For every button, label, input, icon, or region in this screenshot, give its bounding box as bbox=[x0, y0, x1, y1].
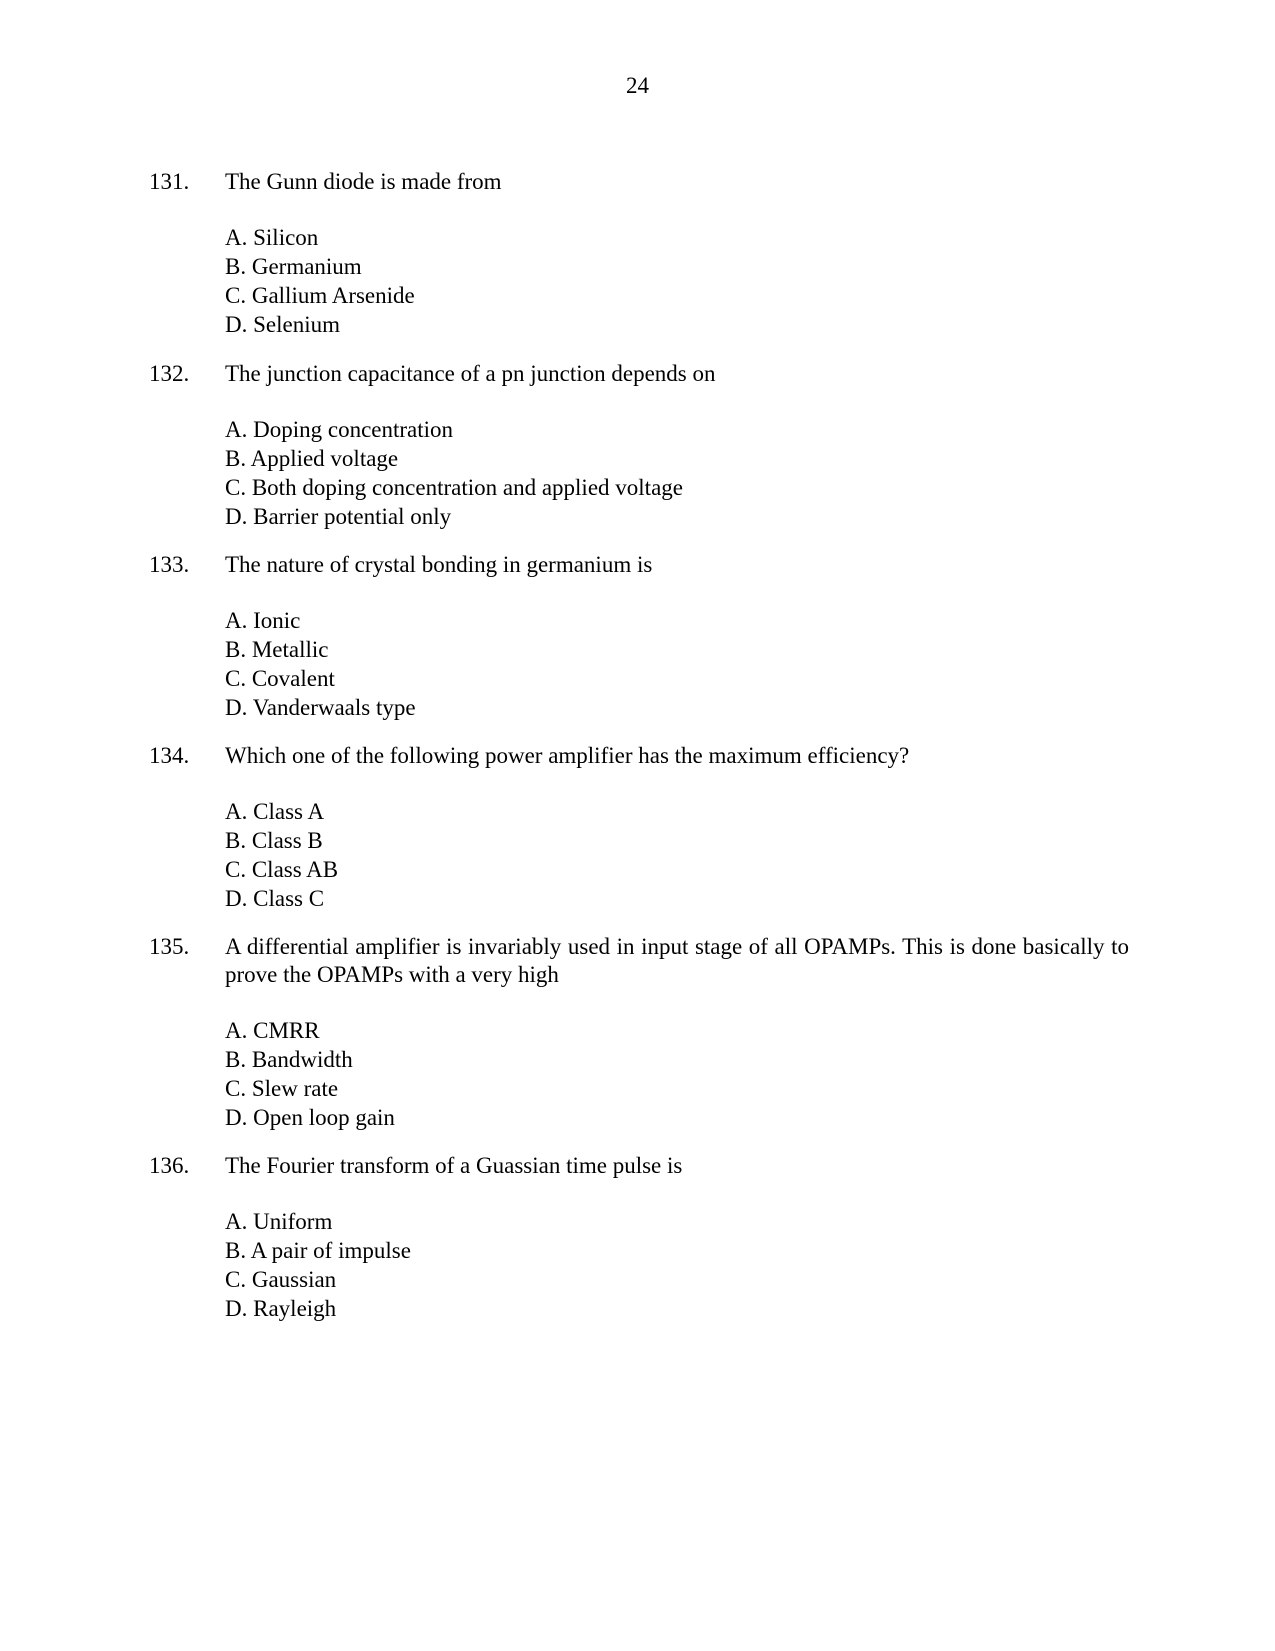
option-letter: A. bbox=[225, 799, 248, 824]
option-text: Uniform bbox=[253, 1209, 333, 1234]
option-a bbox=[225, 415, 1129, 444]
option-letter: B. bbox=[225, 446, 247, 471]
option-text: Ionic bbox=[253, 608, 301, 633]
question-text: The nature of crystal bonding in germanium is bbox=[225, 552, 653, 577]
question-text: A differential amplifier is invariably used in input stage of all OPAMPs. This is done basically to prove the OPAMPs with a very high bbox=[225, 934, 1129, 987]
question-133 bbox=[149, 551, 1129, 722]
question-131 bbox=[149, 168, 1129, 339]
option-text: Class A bbox=[253, 799, 325, 824]
question-text: The junction capacitance of a pn junction depends on bbox=[225, 361, 716, 386]
option-a bbox=[225, 1016, 1129, 1045]
option-letter: D. bbox=[225, 504, 248, 529]
option-a bbox=[225, 797, 1129, 826]
option-text: Class AB bbox=[251, 857, 339, 882]
option-text: Bandwidth bbox=[251, 1047, 353, 1072]
option-a bbox=[225, 606, 1129, 635]
question-text: Which one of the following power amplifier has the maximum efficiency? bbox=[225, 743, 910, 768]
option-b bbox=[225, 1045, 1129, 1074]
option-letter: B. bbox=[225, 828, 247, 853]
question-number: 136. bbox=[149, 1153, 190, 1178]
question-134 bbox=[149, 742, 1129, 913]
option-letter: C. bbox=[225, 857, 247, 882]
question-header bbox=[149, 933, 1129, 989]
option-letter: C. bbox=[225, 283, 247, 308]
option-text: A pair of impulse bbox=[250, 1238, 411, 1263]
option-a bbox=[225, 1207, 1129, 1236]
option-text: Rayleigh bbox=[253, 1296, 337, 1321]
option-text: Gaussian bbox=[251, 1267, 337, 1292]
question-text: The Fourier transform of a Guassian time pulse is bbox=[225, 1153, 683, 1178]
option-letter: D. bbox=[225, 695, 248, 720]
option-text: Open loop gain bbox=[253, 1105, 395, 1130]
option-letter: B. bbox=[225, 1238, 247, 1263]
option-c bbox=[225, 281, 1129, 310]
option-text: Class C bbox=[253, 886, 325, 911]
option-text: Gallium Arsenide bbox=[251, 283, 415, 308]
option-b bbox=[225, 252, 1129, 281]
question-text: The Gunn diode is made from bbox=[225, 169, 502, 194]
option-d bbox=[225, 693, 1129, 722]
option-letter: C. bbox=[225, 1076, 247, 1101]
option-text: Applied voltage bbox=[250, 446, 399, 471]
question-number: 135. bbox=[149, 934, 190, 959]
option-list bbox=[225, 1016, 1129, 1132]
option-letter: A. bbox=[225, 1018, 248, 1043]
option-letter: C. bbox=[225, 475, 247, 500]
option-list bbox=[225, 606, 1129, 722]
option-letter: D. bbox=[225, 1105, 248, 1130]
option-letter: D. bbox=[225, 312, 248, 337]
option-letter: A. bbox=[225, 417, 248, 442]
option-text: Metallic bbox=[251, 637, 329, 662]
option-letter: D. bbox=[225, 1296, 248, 1321]
option-a bbox=[225, 223, 1129, 252]
option-d bbox=[225, 502, 1129, 531]
option-c bbox=[225, 855, 1129, 884]
option-letter: C. bbox=[225, 1267, 247, 1292]
option-letter: D. bbox=[225, 886, 248, 911]
question-header bbox=[149, 168, 1129, 196]
option-c bbox=[225, 664, 1129, 693]
option-letter: B. bbox=[225, 254, 247, 279]
option-b bbox=[225, 444, 1129, 473]
option-list bbox=[225, 223, 1129, 339]
question-132 bbox=[149, 360, 1129, 531]
option-d bbox=[225, 310, 1129, 339]
option-text: Vanderwaals type bbox=[252, 695, 416, 720]
option-b bbox=[225, 826, 1129, 855]
option-letter: A. bbox=[225, 225, 248, 250]
option-list bbox=[225, 797, 1129, 913]
question-136 bbox=[149, 1152, 1129, 1323]
option-b bbox=[225, 1236, 1129, 1265]
option-letter: B. bbox=[225, 637, 247, 662]
option-b bbox=[225, 635, 1129, 664]
option-letter: C. bbox=[225, 666, 247, 691]
question-header bbox=[149, 1152, 1129, 1180]
option-text: Slew rate bbox=[251, 1076, 339, 1101]
question-header bbox=[149, 742, 1129, 770]
option-text: Doping concentration bbox=[253, 417, 454, 442]
question-number: 132. bbox=[149, 361, 190, 386]
question-135 bbox=[149, 933, 1129, 1132]
option-text: Selenium bbox=[253, 312, 341, 337]
option-letter: B. bbox=[225, 1047, 247, 1072]
option-d bbox=[225, 1294, 1129, 1323]
option-text: Silicon bbox=[253, 225, 319, 250]
option-d bbox=[225, 884, 1129, 913]
question-header bbox=[149, 360, 1129, 388]
option-letter: A. bbox=[225, 1209, 248, 1234]
option-text: Both doping concentration and applied voltage bbox=[251, 475, 683, 500]
option-c bbox=[225, 1265, 1129, 1294]
option-c bbox=[225, 1074, 1129, 1103]
option-list bbox=[225, 415, 1129, 531]
option-d bbox=[225, 1103, 1129, 1132]
option-c bbox=[225, 473, 1129, 502]
option-text: Barrier potential only bbox=[253, 504, 452, 529]
question-number: 131. bbox=[149, 169, 190, 194]
option-text: Germanium bbox=[251, 254, 362, 279]
option-letter: A. bbox=[225, 608, 248, 633]
option-text: CMRR bbox=[253, 1018, 320, 1043]
option-list bbox=[225, 1207, 1129, 1323]
page-number: 24 bbox=[626, 73, 649, 98]
question-number: 134. bbox=[149, 743, 190, 768]
question-number: 133. bbox=[149, 552, 190, 577]
option-text: Covalent bbox=[251, 666, 335, 691]
question-header bbox=[149, 551, 1129, 579]
option-text: Class B bbox=[251, 828, 323, 853]
